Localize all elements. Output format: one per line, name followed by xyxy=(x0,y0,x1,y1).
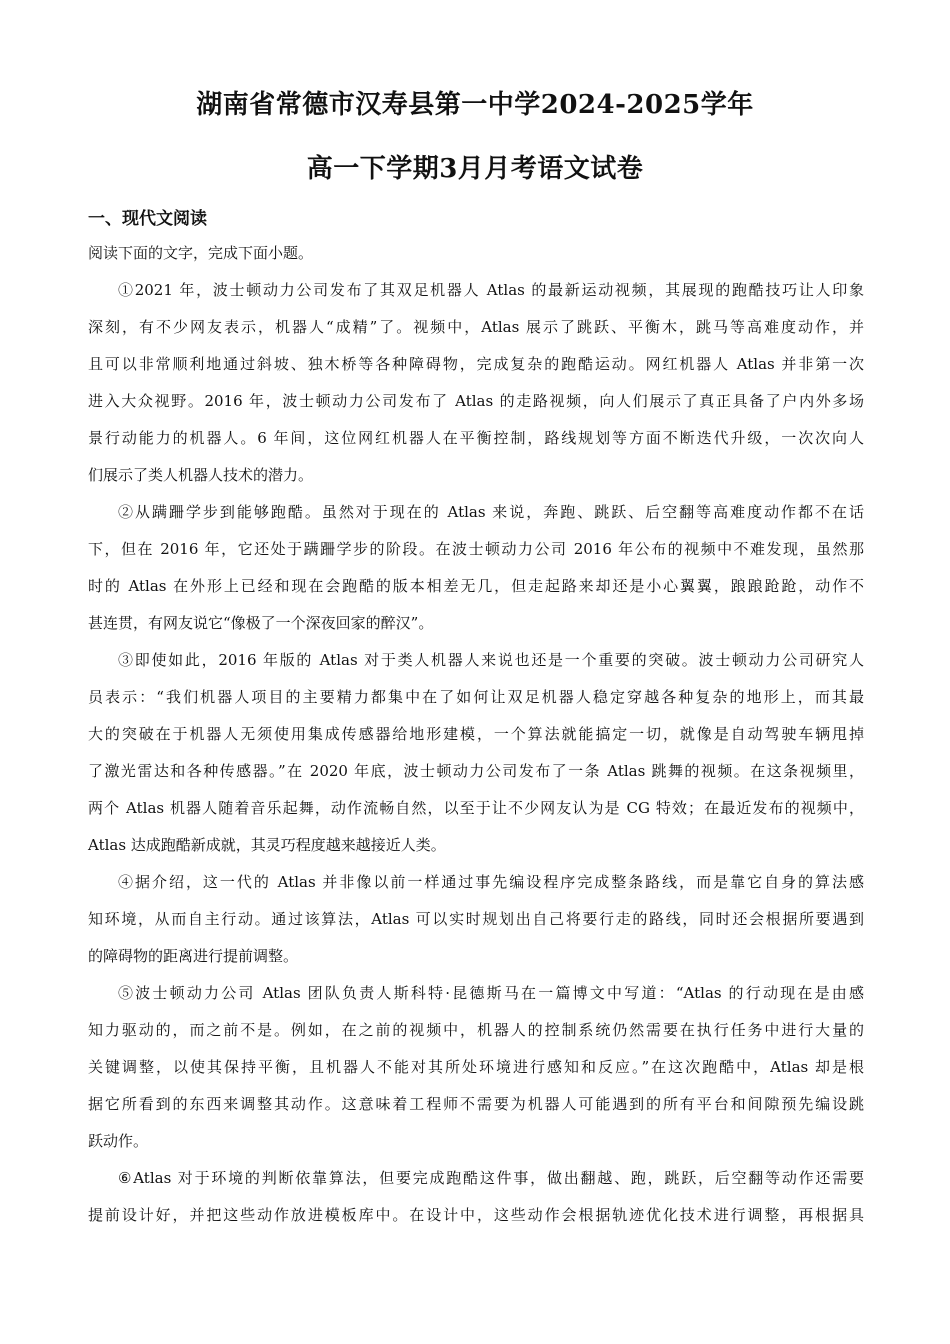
document-title-line-1: 湖南省常德市汉寿县第一中学2024-2025学年 xyxy=(196,90,754,120)
body-line: 关键调整，以使其保持平衡，且机器人不能对其所处环境进行感知和反应。”在这次跑酷中，Atlas 却是根 xyxy=(88,1058,864,1076)
body-line: 深刻，有不少网友表示，机器人“成精”了。视频中，Atlas 展示了跳跃、平衡木，跳马等高难度动作，并 xyxy=(88,318,864,336)
body-line: 提前设计好，并把这些动作放进模板库中。在设计中，这些动作会根据轨迹优化技术进行调整，再根据具 xyxy=(88,1206,864,1224)
body-line: 据它所看到的东西来调整其动作。这意味着工程师不需要为机器人可能遇到的所有平台和间隙预先编设跳 xyxy=(88,1095,864,1113)
body-line: 景行动能力的机器人。6 年间，这位网红机器人在平衡控制，路线规划等方面不断迭代升级，一次次向人 xyxy=(88,429,864,447)
body-line: 且可以非常顺利地通过斜坡、独木桥等各种障碍物，完成复杂的跑酷运动。网红机器人 Atlas 并非第一次 xyxy=(88,355,864,373)
body-line: 员表示：“我们机器人项目的主要精力都集中在了如何让双足机器人稳定穿越各种复杂的地形上，而其最 xyxy=(88,688,864,706)
body-line: 两个 Atlas 机器人随着音乐起舞，动作流畅自然，以至于让不少网友认为是 CG 特效；在最近发布的视频中， xyxy=(88,799,864,817)
body-line: 的障碍物的距离进行提前调整。 xyxy=(88,947,299,965)
body-line: ④据介绍，这一代的 Atlas 并非像以前一样通过事先编设程序完成整条路线，而是靠它自身的算法感 xyxy=(118,873,864,891)
body-line: Atlas 达成跑酷新成就，其灵巧程度越来越接近人类。 xyxy=(88,836,446,854)
body-line: 进入大众视野。2016 年，波士顿动力公司发布了 Atlas 的走路视频，向人们展示了真正具备了户内外多场 xyxy=(88,392,864,410)
body-line: 大的突破在于机器人无须使用集成传感器给地形建模，一个算法就能搞定一切，就像是自动驾驶车辆甩掉 xyxy=(88,725,864,743)
body-line: 知环境，从而自主行动。通过该算法，Atlas 可以实时规划出自己将要行走的路线，同时还会根据所要遇到 xyxy=(88,910,864,928)
body-line: 知力驱动的，而之前不是。例如，在之前的视频中，机器人的控制系统仍然需要在执行任务中进行大量的 xyxy=(88,1021,864,1039)
body-line: 下，但在 2016 年，它还处于蹒跚学步的阶段。在波士顿动力公司 2016 年公布的视频中不难发现，虽然那 xyxy=(88,540,864,558)
body-line: ⑥Atlas 对于环境的判断依靠算法，但要完成跑酷这件事，做出翻越、跑，跳跃，后空翻等动作还需要 xyxy=(118,1169,864,1187)
body-line: 们展示了类人机器人技术的潜力。 xyxy=(88,466,314,484)
instruction-text: 阅读下面的文字，完成下面小题。 xyxy=(88,244,314,262)
body-line: ⑤波士顿动力公司 Atlas 团队负责人斯科特·昆德斯马在一篇博文中写道：“Atlas 的行动现在是由感 xyxy=(118,984,864,1002)
section-heading: 一、现代文阅读 xyxy=(88,209,207,229)
body-line: ②从蹒跚学步到能够跑酷。虽然对于现在的 Atlas 来说，奔跑、跳跃、后空翻等高难度动作都不在话 xyxy=(118,503,864,521)
body-line: ③即使如此，2016 年版的 Atlas 对于类人机器人来说也还是一个重要的突破。波士顿动力公司研究人 xyxy=(118,651,864,669)
body-line: 时的 Atlas 在外形上已经和现在会跑酷的版本相差无几，但走起路来却还是小心翼翼，踉踉跄跄，动作不 xyxy=(88,577,864,595)
body-line: 跃动作。 xyxy=(88,1132,149,1150)
body-line: 了激光雷达和各种传感器。”在 2020 年底，波士顿动力公司发布了一条 Atlas 跳舞的视频。在这条视频里， xyxy=(88,762,864,780)
body-line: ①2021 年，波士顿动力公司发布了其双足机器人 Atlas 的最新运动视频，其展现的跑酷技巧让人印象 xyxy=(118,281,864,299)
body-line: 甚连贯，有网友说它“像极了一个深夜回家的醉汉”。 xyxy=(88,614,434,632)
document-title-line-2: 高一下学期3月月考语文试卷 xyxy=(306,154,644,184)
